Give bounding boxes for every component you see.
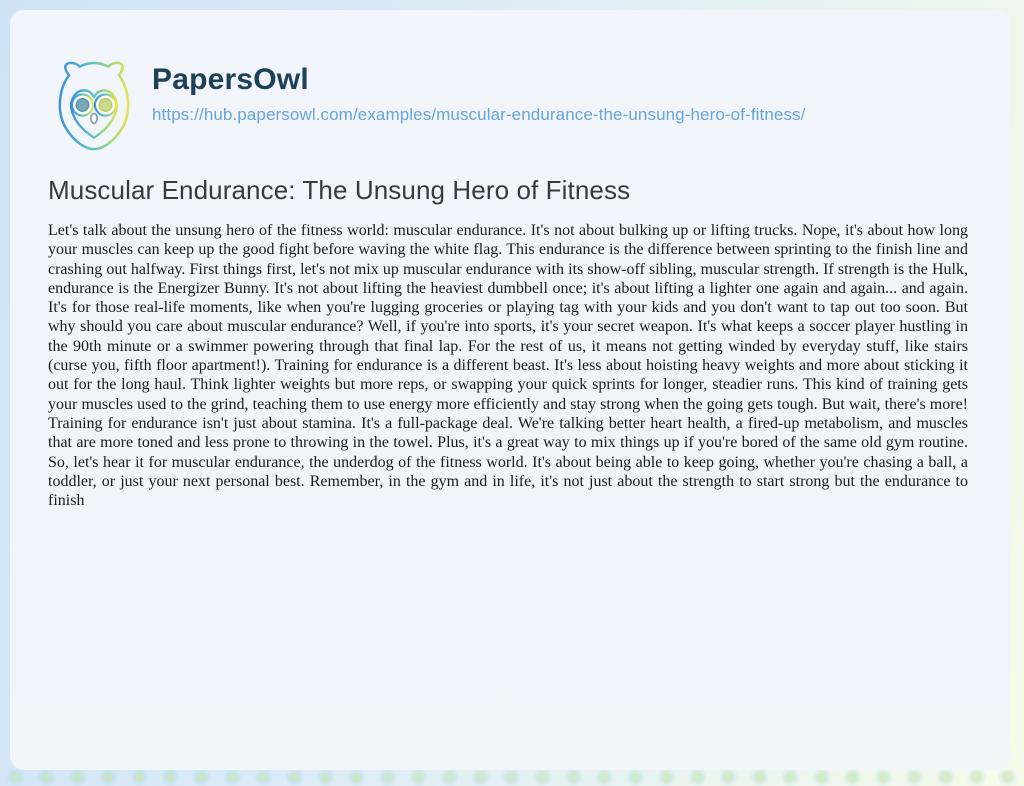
brand-name: PapersOwl bbox=[152, 63, 309, 96]
brand-block bbox=[152, 55, 805, 125]
site-header bbox=[46, 55, 805, 155]
article-url-link[interactable]: https://hub.papersowl.com/examples/muscular-endurance-the-unsung-hero-of-fitness/ bbox=[152, 105, 806, 124]
article-card bbox=[10, 10, 1010, 770]
article-title: Muscular Endurance: The Unsung Hero of Fitness bbox=[48, 175, 631, 205]
article-body: Let's talk about the unsung hero of the fitness world: muscular endurance. It's not about bulking up or lifting trucks. Nope, it's about how long your muscles can keep up the good fight before waving the white flag. This endurance is the difference between sprinting to the finish line and crashing out halfway. First things first, let's not mix up muscular endurance with its show-off sibling, muscular strength. If strength is the Hulk, endurance is the Energizer Bunny. It's not about lifting the heaviest dumbbell once; it's about lifting a lighter one again and again... and again. It's for those real-life moments, like when you're lugging groceries or playing tag with your kids and you don't want to tap out too soon. But why should you care about muscular endurance? Well, if you're into sports, it's your secret weapon. It's what keeps a soccer player hustling in the 90th minute or a swimmer powering through that final lap. For the rest of us, it means not getting winded by everyday stuff, like stairs (curse you, fifth floor apartment!). Training for endurance is a different beast. It's less about hoisting heavy weights and more about sticking it out for the long haul. Think lighter weights but more reps, or swapping your quick sprints for longer, steadier runs. This kind of training gets your muscles used to the grind, teaching them to use energy more efficiently and stay strong when the going gets tough. But wait, there's more! Training for endurance isn't just about stamina. It's a full-package deal. We're talking better heart health, a fired-up metabolism, and muscles that are more toned and less prone to throwing in the towel. Plus, it's a great way to mix things up if you're bored of the same old gym routine. So, let's hear it for muscular endurance, the underdog of the fitness world. It's about being able to keep going, whether you're chasing a ball, a toddler, or just your next personal best. Remember, in the gym and in life, it's not just about the strength to start strong but the endurance to finish bbox=[48, 222, 968, 510]
bottom-decorative-strip bbox=[0, 770, 1024, 786]
papersowl-owl-logo-icon bbox=[46, 55, 142, 155]
